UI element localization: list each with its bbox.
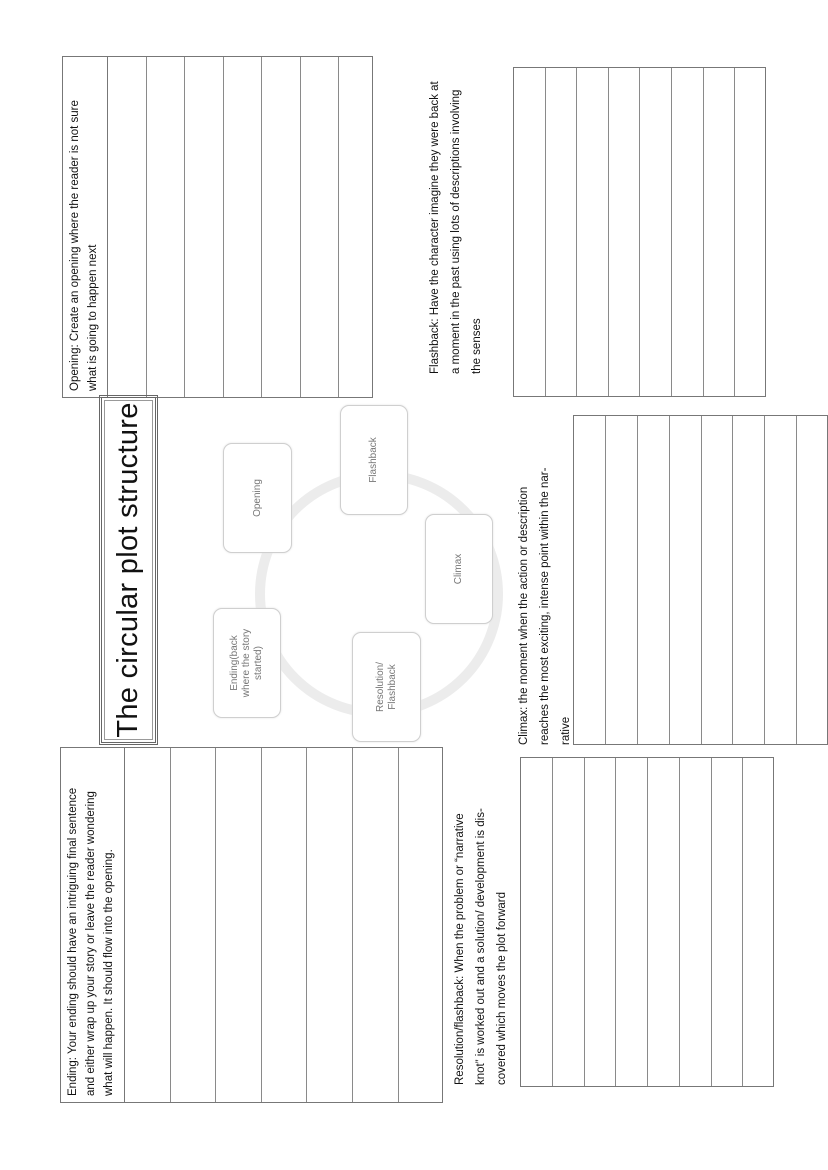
writing-line[interactable] [147,57,186,397]
writing-line[interactable] [262,748,308,1102]
writing-line[interactable] [609,68,641,396]
opening-instructions [63,57,108,397]
writing-line[interactable] [670,416,702,744]
node-resolution: Resolution/ Flashback [352,632,421,742]
resolution-writing-box [520,757,774,1087]
ending-instruction-line: what will happen. It should flow into the opening. [103,849,115,1096]
writing-line[interactable] [797,416,828,744]
node-climax: Climax [425,514,493,624]
ending-instruction-line: Ending: Your ending should have an intriguing final sentence [67,787,79,1096]
opening-instruction-line: what is going to happen next [87,244,99,391]
writing-line[interactable] [399,748,445,1102]
writing-line[interactable] [553,758,585,1086]
climax-instructions [514,415,577,745]
climax-instruction-line: Climax: the moment when the action or description [518,486,530,745]
writing-line[interactable] [339,57,378,397]
resolution-instruction-line: covered which moves the plot forward [496,891,508,1085]
node-opening: Opening [223,443,292,553]
writing-line[interactable] [648,758,680,1086]
title-frame [99,395,158,745]
ending-instructions [61,748,125,1102]
writing-line[interactable] [301,57,340,397]
writing-line[interactable] [577,68,609,396]
writing-line[interactable] [765,416,797,744]
opening-instruction-line: Opening: Create an opening where the reader is not sure [69,100,81,391]
writing-line[interactable] [640,68,672,396]
flashback-instruction-line: a moment in the past using lots of descriptions involving [450,89,462,374]
resolution-instruction-line: knot” is worked out and a solution/ development is dis- [475,808,487,1085]
flashback-instruction-line: the senses [471,318,483,374]
flashback-instructions [425,44,488,374]
climax-instruction-line: rative [560,716,572,745]
writing-line[interactable] [704,68,736,396]
node-flashback: Flashback [340,405,408,515]
page-title: The circular plot structure [112,402,144,738]
resolution-instruction-line: Resolution/flashback: When the problem or “narrative [454,813,466,1085]
ending-instruction-line: and either wrap up your story or leave the reader wondering [85,791,97,1096]
writing-line[interactable] [216,748,262,1102]
writing-line[interactable] [262,57,301,397]
writing-line[interactable] [574,416,606,744]
writing-line[interactable] [702,416,734,744]
writing-line[interactable] [743,758,775,1086]
writing-line[interactable] [735,68,767,396]
climax-writing-box [573,415,828,745]
writing-line[interactable] [353,748,399,1102]
node-ending: Ending(back where the story started) [213,608,281,718]
writing-line[interactable] [307,748,353,1102]
writing-line[interactable] [108,57,147,397]
writing-line[interactable] [638,416,670,744]
climax-instruction-line: reaches the most exciting, intense point within the nar- [539,467,551,745]
writing-line[interactable] [185,57,224,397]
resolution-instructions [450,740,513,1085]
writing-line[interactable] [733,416,765,744]
flashback-instruction-line: Flashback: Have the character imagine they were back at [429,81,441,374]
writing-line[interactable] [585,758,617,1086]
writing-line[interactable] [514,68,546,396]
writing-line[interactable] [224,57,263,397]
flashback-writing-box [513,67,766,397]
writing-line[interactable] [546,68,578,396]
ending-writing-box [60,747,443,1103]
writing-line[interactable] [521,758,553,1086]
writing-line[interactable] [616,758,648,1086]
writing-line[interactable] [712,758,744,1086]
writing-line[interactable] [672,68,704,396]
writing-line[interactable] [125,748,171,1102]
writing-line[interactable] [171,748,217,1102]
opening-writing-box [62,56,373,398]
writing-line[interactable] [606,416,638,744]
writing-line[interactable] [680,758,712,1086]
